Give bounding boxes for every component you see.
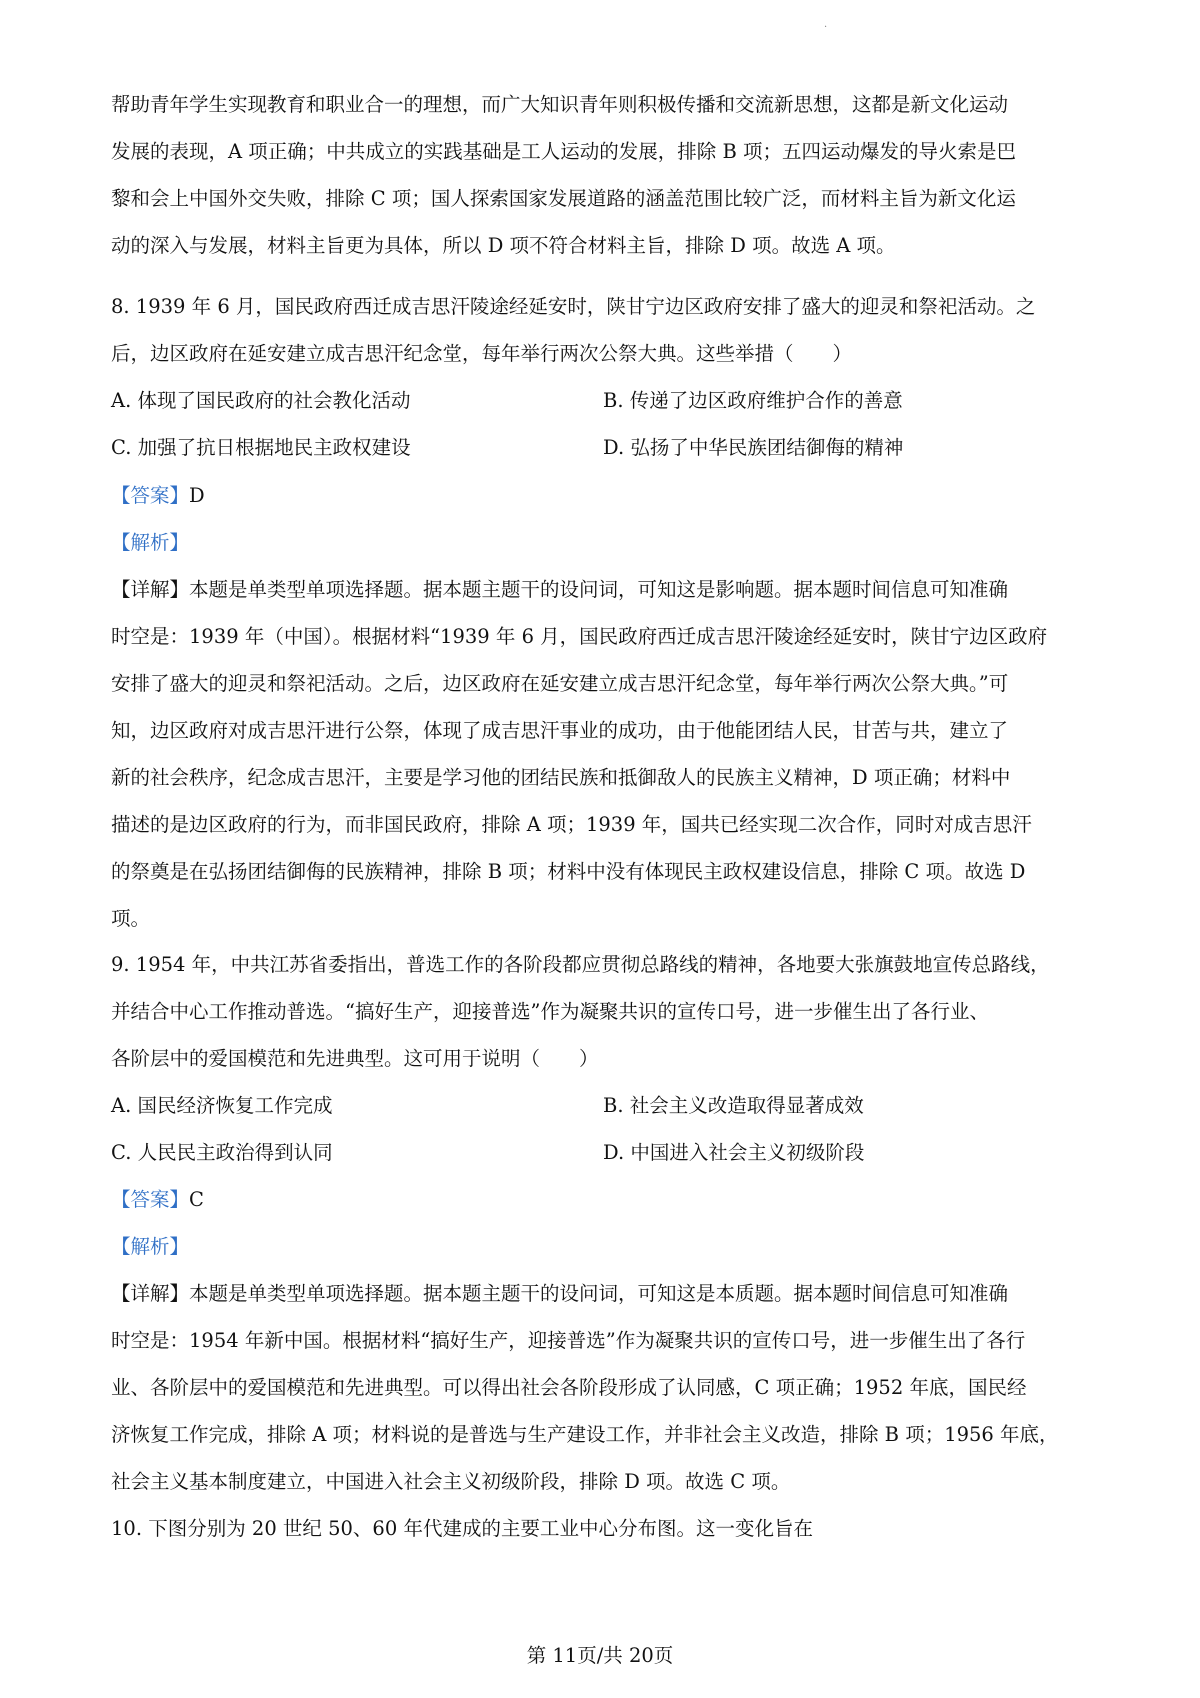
option-b: B. 社会主义改造取得显著成效 [603,1094,864,1117]
paragraph-line: 动的深入与发展，材料主旨更为具体，所以 D 项不符合材料主旨，排除 D 项。故选 A 项。 [111,234,896,257]
option-b: B. 传递了边区政府维护合作的善意 [603,389,903,412]
answer-value: D [189,484,205,507]
question-9-stem [111,941,1101,1082]
paragraph-line: 10. 下图分别为 20 世纪 50、60 年代建成的主要工业中心分布图。这一变化旨在 [111,1517,813,1540]
question-9-answer [111,1176,1101,1505]
paragraph-line: 本题是单类型单项选择题。据本题主题干的设问词，可知这是影响题。据本题时间信息可知准确 [189,578,1009,601]
option-c: C. 人民民主政治得到认同 [111,1141,333,1164]
question-10-stem [111,1505,1101,1552]
paragraph-line: 后，边区政府在延安建立成吉思汗纪念堂，每年举行两次公祭大典。这些举措（ ） [111,342,853,365]
analysis-tag: 【解析】 [111,531,190,554]
detail-tag: 【详解】 [111,578,190,601]
analysis-tag: 【解析】 [111,1235,190,1258]
paragraph-line: 知，边区政府对成吉思汗进行公祭，体现了成吉思汗事业的成功，由于他能团结人民，甘苦与共，建立了 [111,719,1009,742]
answer-value: C [189,1188,204,1211]
paragraph-line: 9. 1954 年，中共江苏省委指出，普选工作的各阶段都应贯彻总路线的精神，各地要大张旗鼓地宣传总路线， [111,953,1050,976]
paragraph-line: 项。 [111,907,151,930]
question-8-answer [111,472,1101,942]
option-a: A. 体现了国民政府的社会教化活动 [111,389,411,412]
answer-tag: 【答案】 [111,1188,190,1211]
paragraph-line: 描述的是边区政府的行为，而非国民政府，排除 A 项；1939 年，国共已经实现二次合作，同时对成吉思汗 [111,813,1032,836]
paragraph-line: 时空是：1954 年新中国。根据材料“搞好生产，迎接普选”作为凝聚共识的宣传口号，进一步催生出了各行 [111,1329,1026,1352]
paragraph-line: 的祭奠是在弘扬团结御侮的民族精神，排除 B 项；材料中没有体现民主政权建设信息，排除 C 项。故选 D [111,860,1026,883]
paragraph-line: 帮助青年学生实现教育和职业合一的理想，而广大知识青年则积极传播和交流新思想，这都是新文化运动 [111,93,1009,116]
q7-explanation [111,81,1101,269]
answer-tag: 【答案】 [111,484,190,507]
paragraph-line: 本题是单类型单项选择题。据本题主题干的设问词，可知这是本质题。据本题时间信息可知准确 [189,1282,1009,1305]
paragraph-line: 济恢复工作完成，排除 A 项；材料说的是普选与生产建设工作，并非社会主义改造，排除 B 项；1956 年底， [111,1423,1059,1446]
option-d: D. 中国进入社会主义初级阶段 [603,1141,865,1164]
paragraph-line: 黎和会上中国外交失败，排除 C 项；国人探索国家发展道路的涵盖范围比较广泛，而材料主旨为新文化运 [111,187,1016,210]
paragraph-line: 8. 1939 年 6 月，国民政府西迁成吉思汗陵途经延安时，陕甘宁边区政府安排了盛大的迎灵和祭祀活动。之 [111,295,1036,318]
question-9-options [111,1082,1101,1176]
option-c: C. 加强了抗日根据地民主政权建设 [111,436,411,459]
header-dot: · [824,22,828,33]
paragraph-line: 安排了盛大的迎灵和祭祀活动。之后，边区政府在延安建立成吉思汗纪念堂，每年举行两次公祭大典。”可 [111,672,1009,695]
paragraph-line: 发展的表现，A 项正确；中共成立的实践基础是工人运动的发展，排除 B 项；五四运动爆发的导火索是巴 [111,140,1017,163]
paragraph-line: 各阶层中的爱国模范和先进典型。这可用于说明（ ） [111,1047,599,1070]
detail-tag: 【详解】 [111,1282,190,1305]
question-8-stem [111,283,1101,377]
option-a: A. 国民经济恢复工作完成 [111,1094,333,1117]
question-8-options [111,377,1101,471]
paragraph-line: 业、各阶层中的爱国模范和先进典型。可以得出社会各阶段形成了认同感，C 项正确；1952 年底，国民经 [111,1376,1027,1399]
paragraph-line: 并结合中心工作推动普选。“搞好生产，迎接普选”作为凝聚共识的宣传口号，进一步催生出了各行业、 [111,1000,989,1023]
page-number: 第 11页/共 20页 [526,1644,674,1667]
option-d: D. 弘扬了中华民族团结御侮的精神 [603,436,904,459]
paragraph-line: 社会主义基本制度建立，中国进入社会主义初级阶段，排除 D 项。故选 C 项。 [111,1470,791,1493]
paragraph-line: 时空是：1939 年（中国）。根据材料“1939 年 6 月，国民政府西迁成吉思汗陵途经延安时，陕甘宁边区政府 [111,625,1048,648]
paragraph-line: 新的社会秩序，纪念成吉思汗，主要是学习他的团结民族和抵御敌人的民族主义精神，D 项正确；材料中 [111,766,1011,789]
